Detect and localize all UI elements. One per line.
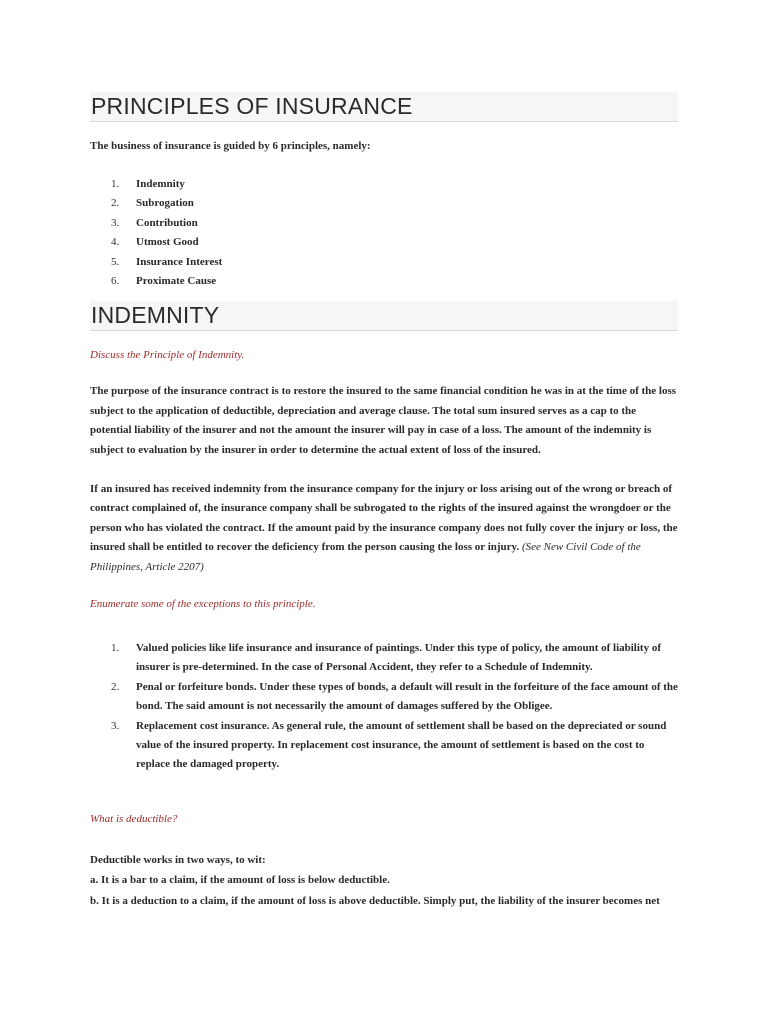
list-number: 3.	[111, 216, 120, 229]
list-number: 6.	[111, 274, 120, 287]
deductible-item-b: b. It is a deduction to a claim, if the amount of loss is above deductible. Simply put, the liability of the insurer becomes net	[90, 894, 660, 907]
paragraph-subrogation-text: If an insured has received indemnity from the insurance company for the injury or loss arising out of the wrong or breach of contract complained of, the insurance company shall be subrogated to the rights of the insured against the wrongdoer or the person who has violated the contract. If the amount paid by the insurance company does not fully cover the injury or loss, the insured shall be entitled to recover the deficiency from the person causing the loss or injury.	[90, 482, 678, 554]
citation: (See New Civil Code of the Philippines, Article 2207)	[90, 541, 641, 573]
list-item-label: Indemnity	[136, 178, 185, 190]
list-number: 1.	[111, 178, 120, 190]
list-item	[90, 214, 678, 233]
intro-text: The business of insurance is guided by 6 principles, namely:	[90, 140, 371, 152]
exceptions-list	[90, 639, 678, 775]
question-deductible: What is deductible?	[90, 812, 178, 825]
list-item	[90, 272, 678, 291]
list-number: 3.	[111, 719, 120, 732]
document-page	[90, 92, 678, 911]
list-number: 5.	[111, 255, 120, 268]
list-item	[90, 253, 678, 272]
list-item	[90, 717, 678, 775]
paragraph-subrogation	[90, 480, 678, 577]
section-heading-indemnity: INDEMNITY	[90, 301, 678, 331]
list-item-text: Replacement cost insurance. As general rule, the amount of settlement shall be based on the depreciated or sound value of the insured property. In replacement cost insurance, the amount of settlement is based on the cost to replace the damaged property.	[136, 719, 667, 771]
list-item	[90, 639, 678, 678]
question-exceptions: Enumerate some of the exceptions to this principle.	[90, 598, 316, 610]
list-item-label: Proximate Cause	[136, 274, 217, 287]
principles-list	[90, 175, 678, 291]
list-number: 4.	[111, 236, 120, 249]
section-heading-principles: PRINCIPLES OF INSURANCE	[90, 92, 678, 122]
list-item-text: Valued policies like life insurance and insurance of paintings. Under this type of policy, the amount of liability of insurer is pre-determined. In the case of Personal Accident, they refer to a Schedule of Indemnity.	[136, 642, 661, 674]
list-item-label: Subrogation	[136, 197, 194, 210]
list-item-label: Utmost Good	[136, 236, 199, 249]
list-item	[90, 233, 678, 252]
list-item	[90, 194, 678, 213]
list-item	[90, 175, 678, 194]
deductible-intro: Deductible works in two ways, to wit:	[90, 853, 266, 866]
list-item-text: Penal or forfeiture bonds. Under these types of bonds, a default will result in the forfeiture of the face amount of the bond. The said amount is not necessarily the amount of damages suffered by the Obligee.	[136, 680, 678, 713]
deductible-item-a: a. It is a bar to a claim, if the amount of loss is below deductible.	[90, 874, 390, 887]
list-number: 1.	[111, 642, 120, 654]
question-discuss-indemnity: Discuss the Principle of Indemnity.	[90, 349, 245, 362]
list-number: 2.	[111, 197, 120, 210]
list-item-label: Contribution	[136, 216, 198, 229]
list-number: 2.	[111, 680, 120, 693]
list-item-label: Insurance Interest	[136, 255, 223, 268]
paragraph-purpose: The purpose of the insurance contract is to restore the insured to the same financial condition he was in at the time of the loss subject to the application of deductible, depreciation and average clause. The total sum insured serves as a cap to the potential liability of the insurer and not the amount the insurer will pay in case of a loss. The amount of the indemnity is subject to evaluation by the insurer in order to determine the actual extent of loss of the insured.	[90, 385, 677, 456]
deductible-block	[90, 850, 678, 912]
list-item	[90, 678, 678, 717]
